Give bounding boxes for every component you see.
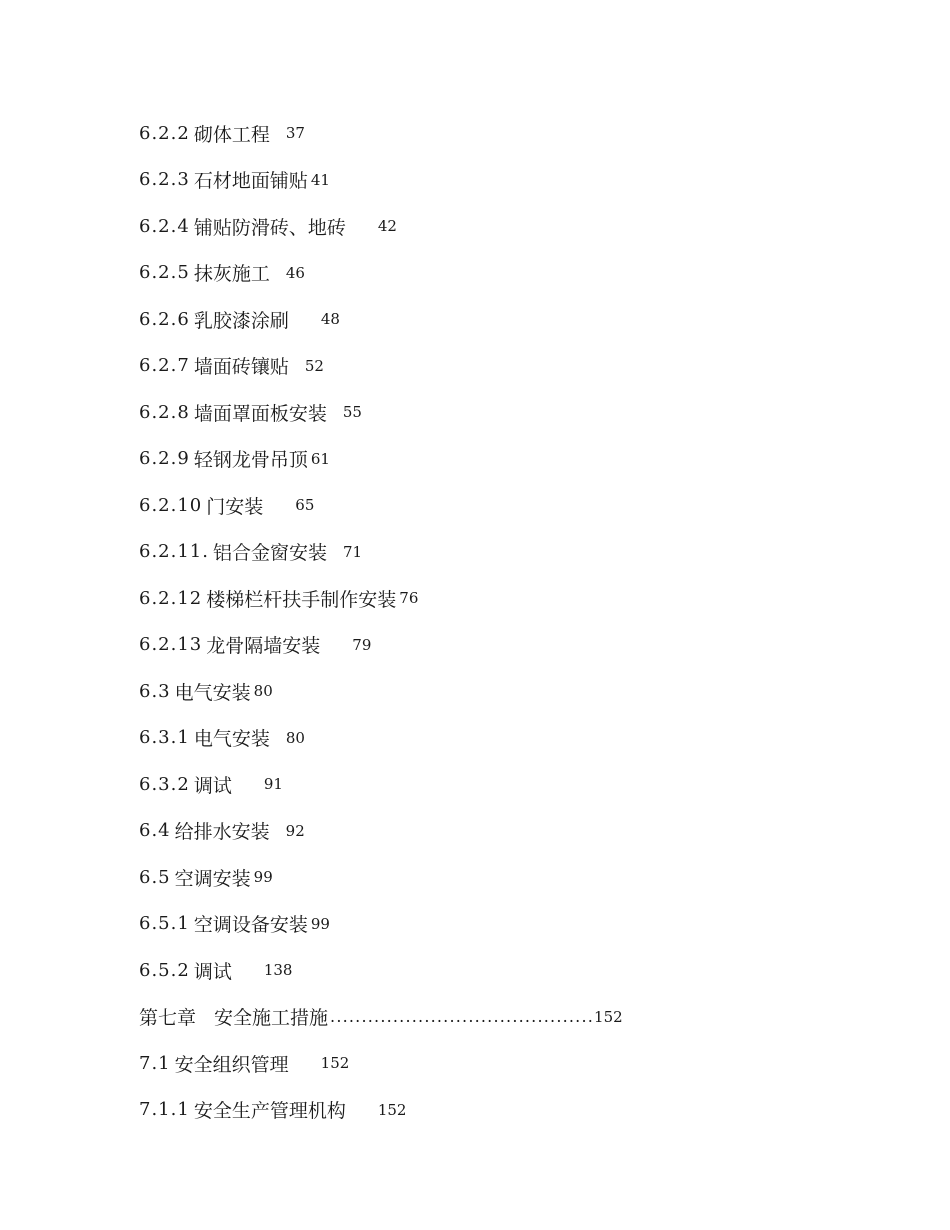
toc-entry-page: 80 (253, 682, 273, 701)
toc-entry-title: 给排水安装 (174, 821, 270, 844)
toc-entry-title: 墙面砖镶贴 (193, 356, 289, 379)
toc-entry-title: 铝合金窗安装 (212, 542, 327, 565)
toc-entry-page: 152 (320, 1054, 350, 1073)
toc-entry[interactable] (139, 668, 819, 715)
toc-entry-page: 99 (310, 914, 330, 933)
toc-entry-page: 99 (253, 868, 273, 887)
toc-entry-title: 砌体工程 (193, 123, 270, 146)
toc-entry[interactable] (139, 529, 819, 576)
toc-entry-number: 6.4 (139, 820, 171, 842)
toc-entry-number: 6.2.3 (139, 169, 190, 191)
toc-entry-title: 墙面罩面板安装 (193, 402, 327, 425)
toc-entry-number: 6.2.4 (139, 215, 190, 237)
toc-entry[interactable] (139, 854, 819, 901)
toc-entry-page: 55 (342, 403, 362, 422)
toc-entry-page: 79 (352, 635, 372, 654)
toc-entry-page: 152 (377, 1100, 407, 1119)
toc-entry[interactable] (139, 296, 819, 343)
toc-entry[interactable] (139, 482, 819, 529)
toc-entry-title: 龙骨隔墙安装 (206, 635, 321, 658)
toc-entry[interactable] (139, 715, 819, 762)
toc-entry[interactable] (139, 389, 819, 436)
toc-entry-page: 92 (285, 821, 305, 840)
toc-entry-number: 7.1 (139, 1052, 171, 1074)
toc-entry-title: 空调设备安装 (193, 914, 308, 937)
toc-entry-title: 铺贴防滑砖、地砖 (193, 216, 346, 239)
toc-entry[interactable] (139, 901, 819, 948)
toc-entry-number: 6.3 (139, 680, 171, 702)
toc-entry-number: 6.2.13 (139, 634, 203, 656)
toc-entry-number: 6.2.11. (139, 541, 209, 563)
toc-entry-number: 7.1.1 (139, 1099, 190, 1121)
toc-entry[interactable] (139, 622, 819, 669)
toc-entry-page: 71 (343, 542, 363, 561)
toc-entry-page: 61 (310, 449, 330, 468)
toc-entry-page: 48 (320, 310, 340, 329)
toc-entry-number: 6.5 (139, 866, 171, 888)
chapter-page: 152 (594, 1007, 623, 1026)
table-of-contents (139, 110, 819, 1133)
toc-entry[interactable] (139, 110, 819, 157)
toc-entry-title: 调试 (193, 960, 232, 983)
toc-entry-page: 80 (285, 728, 305, 747)
toc-entry[interactable] (139, 808, 819, 855)
toc-entry-title: 抹灰施工 (193, 263, 270, 286)
toc-entry[interactable] (139, 1040, 819, 1087)
toc-entry-title: 楼梯栏杆扶手制作安装 (206, 588, 397, 611)
toc-entry-number: 6.2.7 (139, 355, 190, 377)
toc-entry[interactable] (139, 250, 819, 297)
toc-entry[interactable] (139, 1087, 819, 1134)
toc-entry-number: 6.2.8 (139, 401, 190, 423)
toc-entry-number: 6.2.12 (139, 587, 203, 609)
chapter-label: 第七章 (139, 1007, 197, 1030)
toc-entry-title: 安全生产管理机构 (193, 1100, 346, 1123)
toc-entry-title: 门安装 (206, 495, 264, 518)
toc-entry-title: 调试 (193, 774, 232, 797)
toc-entry-number: 6.2.6 (139, 308, 190, 330)
toc-entry-page: 41 (310, 170, 330, 189)
toc-entry[interactable] (139, 343, 819, 390)
toc-entry-title: 轻钢龙骨吊顶 (193, 449, 308, 472)
toc-entry-title: 电气安装 (174, 681, 251, 704)
toc-entry[interactable] (139, 157, 819, 204)
toc-entry-number: 6.2.10 (139, 494, 203, 516)
toc-entry-number: 6.3.2 (139, 773, 190, 795)
toc-entry-number: 6.5.2 (139, 959, 190, 981)
toc-entry-page: 37 (285, 124, 305, 143)
toc-entry-number: 6.2.9 (139, 448, 190, 470)
chapter-title: 安全施工措施 (214, 1007, 329, 1030)
toc-entry-page: 76 (399, 589, 419, 608)
toc-entry[interactable] (139, 203, 819, 250)
toc-entry-title: 电气安装 (193, 728, 270, 751)
toc-entry-title: 乳胶漆涂刷 (193, 309, 289, 332)
toc-entry-title: 石材地面铺贴 (193, 170, 308, 193)
toc-entry-page: 91 (263, 775, 283, 794)
toc-entry[interactable] (139, 436, 819, 483)
toc-entry-page: 138 (263, 961, 293, 980)
toc-entry-number: 6.3.1 (139, 727, 190, 749)
dot-leader: .......................................... (330, 1007, 595, 1027)
toc-entry[interactable] (139, 761, 819, 808)
toc-entry-page: 46 (285, 263, 305, 282)
toc-entry-number: 6.2.2 (139, 122, 190, 144)
toc-entry-page: 42 (377, 217, 397, 236)
toc-entry-title: 安全组织管理 (174, 1053, 289, 1076)
toc-entry[interactable] (139, 575, 819, 622)
toc-entry-page: 65 (295, 496, 315, 515)
toc-entry-title: 空调安装 (174, 867, 251, 890)
toc-entry-page: 52 (304, 356, 324, 375)
toc-entry[interactable] (139, 947, 819, 994)
toc-entry-number: 6.5.1 (139, 913, 190, 935)
toc-chapter-heading[interactable] (139, 994, 819, 1041)
toc-entry-number: 6.2.5 (139, 262, 190, 284)
